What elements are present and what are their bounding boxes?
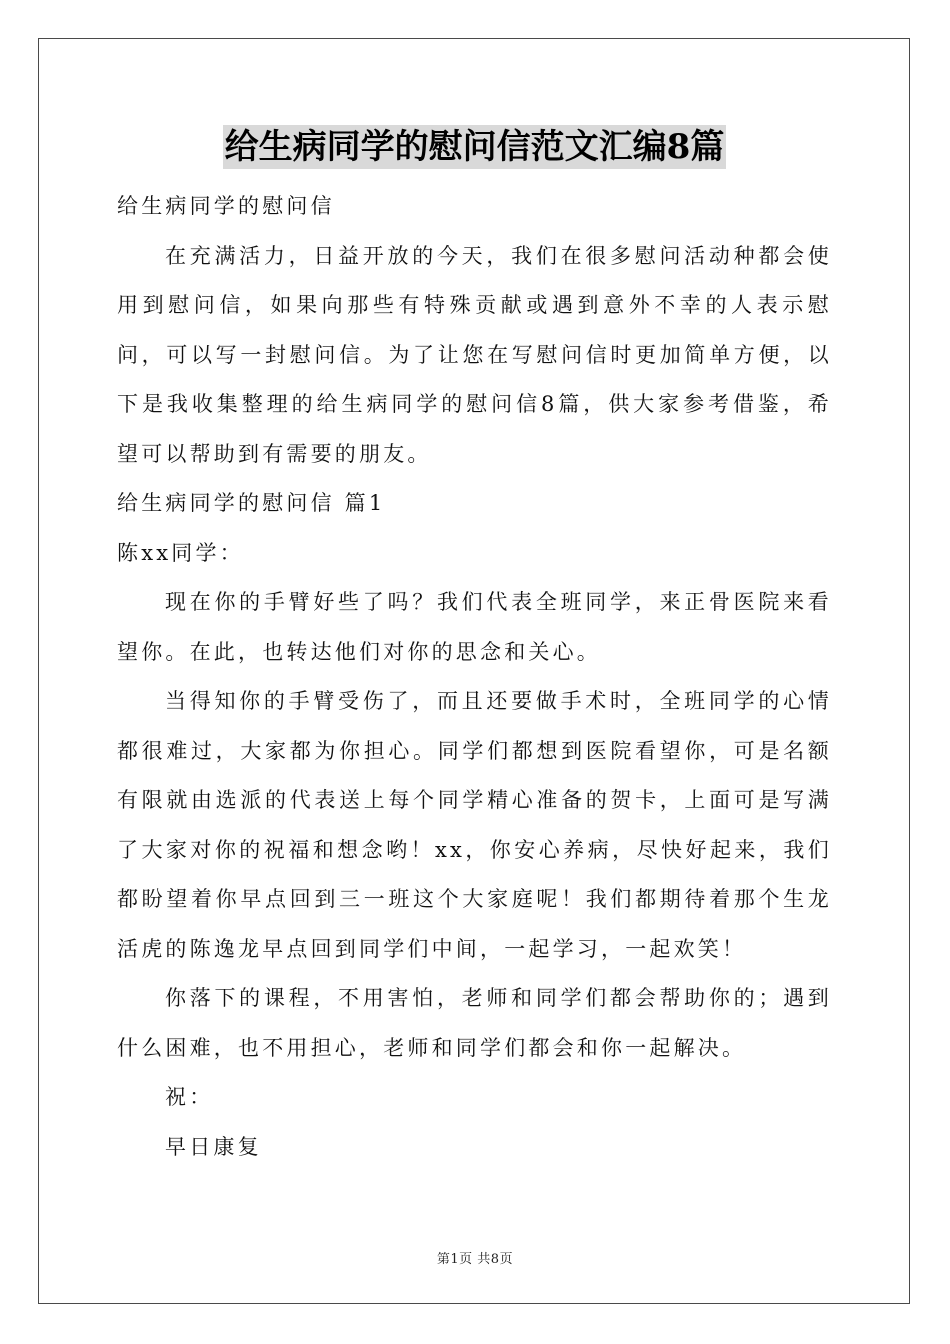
intro-paragraph: 在充满活力，日益开放的今天，我们在很多慰问活动种都会使用到慰问信，如果向那些有特殊贡献或遇到意外不幸的人表示慰问，可以写一封慰问信。为了让您在写慰问信时更加简单方便，以下是我收集整理的给生病同学的慰问信8篇，供大家参考借鉴，希望可以帮助到有需要的朋友。	[117, 243, 832, 466]
document-title: 给生病同学的慰问信范文汇编8篇	[224, 127, 725, 167]
salutation: 陈xx同学：	[117, 540, 244, 565]
closing-blessing: 早日康复	[165, 1134, 262, 1159]
body-paragraph-1: 现在你的手臂好些了吗？我们代表全班同学，来正骨医院来看望你。在此，也转达他们对你的思念和关心。	[117, 590, 832, 664]
page-footer: 第1页 共8页	[436, 1252, 514, 1267]
title-container	[117, 125, 832, 175]
body-paragraph-3: 你落下的课程，不用害怕，老师和同学们都会帮助你的；遇到什么困难，也不用担心，老师和同学们都会和你一起解决。	[117, 986, 832, 1060]
closing-wish: 祝：	[165, 1085, 214, 1109]
document-body	[117, 125, 832, 1172]
section-heading: 给生病同学的慰问信 篇1	[117, 491, 386, 515]
intro-heading: 给生病同学的慰问信	[117, 194, 335, 218]
body-paragraph-2: 当得知你的手臂受伤了，而且还要做手术时，全班同学的心情都很难过，大家都为你担心。同学们都想到医院看望你，可是名额有限就由选派的代表送上每个同学精心准备的贺卡，上面可是写满了大家对你的祝福和想念哟！xx，你安心养病，尽快好起来，我们都盼望着你早点回到三一班这个大家庭呢！我们都期待着那个生龙活虎的陈逸龙早点回到同学们中间，一起学习，一起欢笑！	[117, 689, 832, 961]
